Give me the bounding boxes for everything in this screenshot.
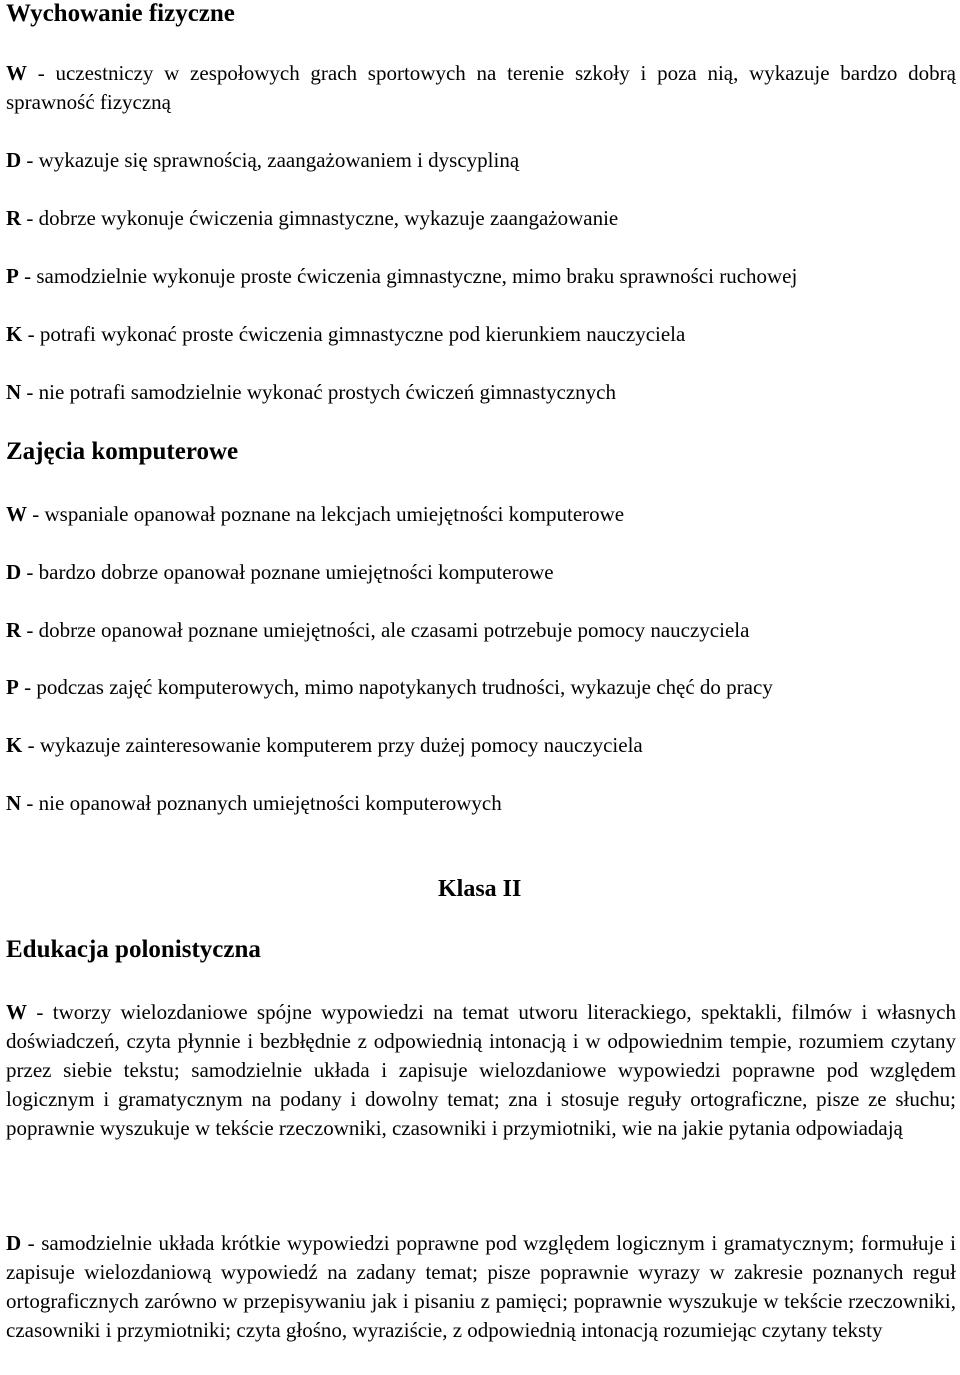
- computers-grade-r: [6, 616, 956, 645]
- grade-letter: R: [6, 206, 22, 230]
- section-title-computer-classes: Zajęcia komputerowe: [6, 438, 239, 465]
- grade-description: samodzielnie układa krótkie wypowiedzi poprawne pod względem logicznym i gramatycznym; formułuje i zapisuje wielozdaniową wypowiedź na zadany temat; pisze poprawnie wyrazy w zakresie poznanych reguł ortograficznych zarówno w przepisywaniu jak i pisaniu z pamięci; poprawnie wyszukuje w tekście rzeczowniki, czasowniki i przymiotniki; czyta głośno, wyraziście, z odpowiednią intonacją rozumiejąc czytany teksty: [6, 1231, 956, 1342]
- computers-grade-k: [6, 731, 956, 760]
- separator: -: [27, 1000, 53, 1024]
- separator: -: [22, 322, 40, 346]
- grade-description: bardzo dobrze opanował poznane umiejętności komputerowe: [38, 560, 554, 584]
- section-title-physical-education: Wychowanie fizyczne: [6, 0, 235, 27]
- separator: -: [22, 733, 40, 757]
- grade-letter: W: [6, 61, 27, 85]
- computers-grade-w: [6, 500, 956, 529]
- pe-grade-n: [6, 378, 956, 407]
- grade-description: dobrze wykonuje ćwiczenia gimnastyczne, wykazuje zaangażowanie: [38, 206, 619, 230]
- pe-grade-w: [6, 59, 956, 117]
- grade-description: nie potrafi samodzielnie wykonać prostych ćwiczeń gimnastycznych: [38, 380, 616, 404]
- grade-description: potrafi wykonać proste ćwiczenia gimnastyczne pod kierunkiem nauczyciela: [39, 322, 686, 346]
- grade-letter: P: [6, 264, 19, 288]
- section-title-polish-education: Edukacja polonistyczna: [6, 936, 261, 963]
- grade-letter: K: [6, 322, 23, 346]
- grade-description: uczestniczy w zespołowych grach sportowych na terenie szkoły i poza nią, wykazuje bardzo dobrą sprawność fizyczną: [6, 61, 956, 114]
- grade-letter: N: [6, 791, 22, 815]
- separator: -: [27, 61, 56, 85]
- separator: -: [21, 791, 39, 815]
- grade-letter: K: [6, 733, 23, 757]
- grade-description: wykazuje zainteresowanie komputerem przy dużej pomocy nauczyciela: [39, 733, 643, 757]
- grade-letter: N: [6, 380, 22, 404]
- grade-description: tworzy wielozdaniowe spójne wypowiedzi na temat utworu literackiego, spektakli, filmów i własnych doświadczeń, czyta płynnie i bezbłędnie z odpowiednią intonacją i w odpowiednim tempie, rozumiem czytany przez siebie tekstu; samodzielnie układa i zapisuje wielozdaniowe wypowiedzi poprawne pod względem logicznym i gramatycznym na podany i dowolny temat; zna i stosuje reguły ortograficzne, pisze ze słuchu; poprawnie wyszukuje w tekście rzeczowniki, czasowniki i przymiotniki, wie na jakie pytania odpowiadają: [6, 1000, 956, 1140]
- grade-description: dobrze opanował poznane umiejętności, ale czasami potrzebuje pomocy nauczyciela: [38, 618, 750, 642]
- pe-grade-k: [6, 320, 956, 349]
- separator: -: [21, 560, 39, 584]
- separator: -: [21, 618, 39, 642]
- separator: -: [21, 380, 39, 404]
- separator: -: [27, 502, 45, 526]
- class-heading: Klasa II: [438, 876, 522, 902]
- grade-description: nie opanował poznanych umiejętności komputerowych: [38, 791, 502, 815]
- separator: -: [21, 148, 39, 172]
- grade-letter: W: [6, 1000, 27, 1024]
- separator: -: [18, 264, 37, 288]
- grade-description: wspaniale opanował poznane na lekcjach umiejętności komputerowe: [44, 502, 625, 526]
- grade-description: wykazuje się sprawnością, zaangażowaniem i dyscypliną: [38, 148, 520, 172]
- separator: -: [21, 206, 39, 230]
- grade-letter: D: [6, 1231, 22, 1255]
- polish-grade-w: [6, 998, 956, 1143]
- computers-grade-n: [6, 789, 956, 818]
- separator: -: [21, 1231, 42, 1255]
- pe-grade-d: [6, 146, 956, 175]
- polish-grade-d: [6, 1229, 956, 1345]
- pe-grade-r: [6, 204, 956, 233]
- computers-grade-p: [6, 673, 956, 702]
- grade-letter: W: [6, 502, 27, 526]
- grade-letter: R: [6, 618, 22, 642]
- computers-grade-d: [6, 558, 956, 587]
- grade-letter: D: [6, 560, 22, 584]
- separator: -: [18, 675, 37, 699]
- grade-letter: D: [6, 148, 22, 172]
- grade-description: podczas zajęć komputerowych, mimo napotykanych trudności, wykazuje chęć do pracy: [36, 675, 773, 699]
- grade-description: samodzielnie wykonuje proste ćwiczenia gimnastyczne, mimo braku sprawności ruchowej: [36, 264, 798, 288]
- pe-grade-p: [6, 262, 956, 291]
- grade-letter: P: [6, 675, 19, 699]
